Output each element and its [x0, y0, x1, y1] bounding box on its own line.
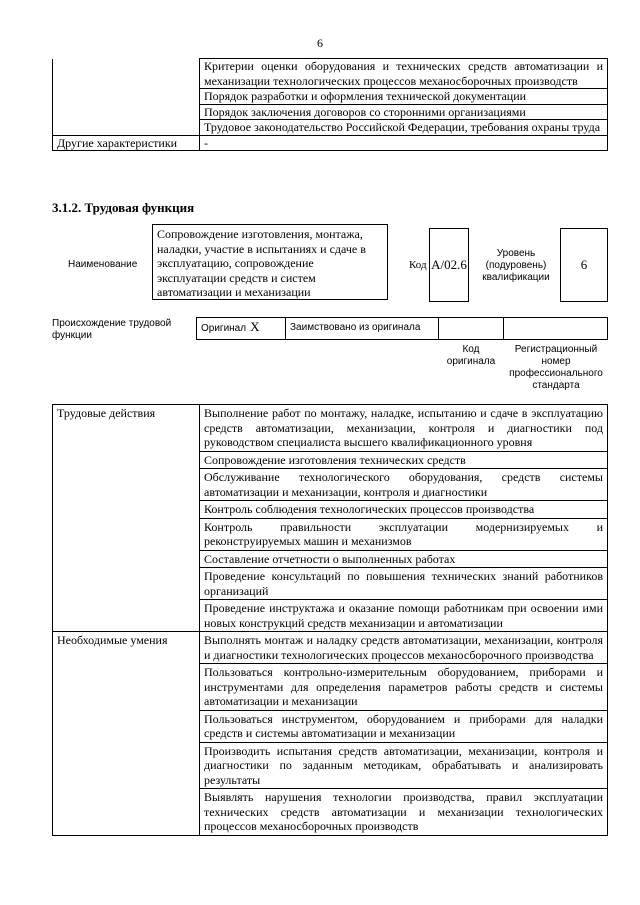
- table-row: [53, 600, 608, 632]
- skills-label: Необходимые умения: [53, 632, 200, 664]
- table-row: [53, 632, 608, 664]
- table-row: [53, 451, 608, 469]
- table-row: [53, 59, 608, 89]
- origin-reg-cell: [504, 318, 608, 340]
- table-row: [53, 104, 608, 120]
- main-table: [52, 404, 608, 836]
- borrowed-label: Заимствовано из оригинала: [286, 318, 439, 340]
- qualification-level: 6: [560, 228, 608, 302]
- row-text: Порядок разработки и оформления технической документации: [200, 89, 608, 105]
- table-row: [53, 550, 608, 568]
- table-row: [53, 664, 608, 711]
- skill-item: Пользоваться инструментом, оборудованием и приборами для наладки средств и системы автоматизации и механизации: [200, 710, 608, 742]
- page-number: 6: [317, 36, 323, 50]
- table-row: [53, 469, 608, 501]
- function-code: А/02.6: [429, 228, 469, 302]
- origin-original-cell: [197, 318, 286, 340]
- other-characteristics-value: -: [200, 135, 608, 151]
- labor-action-item: Сопровождение изготовления технических средств: [200, 451, 608, 469]
- table-row: [53, 405, 608, 452]
- table-row: [53, 742, 608, 789]
- labor-action-item: Обслуживание технологического оборудования, средств системы автоматизации и механизации, контроля и диагностики: [200, 469, 608, 501]
- code-original-caption: Код оригинала: [446, 344, 496, 367]
- labor-action-item: Составление отчетности о выполненных работах: [200, 550, 608, 568]
- section-title: 3.1.2. Трудовая функция: [52, 200, 195, 215]
- table-row: [53, 710, 608, 742]
- row-text: Порядок заключения договоров со сторонними организациями: [200, 104, 608, 120]
- original-mark: X: [250, 319, 260, 335]
- labor-actions-label: Трудовые действия: [53, 405, 200, 452]
- top-table: [52, 58, 608, 151]
- labor-action-item: Проведение консультаций по повышения технических знаний работников организаций: [200, 568, 608, 600]
- other-characteristics-label: Другие характеристики: [53, 135, 200, 151]
- skill-item: Производить испытания средств автоматизации, механизации, контроля и диагностики по заданным методикам, обрабатывать и анализировать результаты: [200, 742, 608, 789]
- original-label: Оригинал: [201, 323, 247, 335]
- skill-item: Пользоваться контрольно-измерительным оборудованием, приборами и инструментами для определения параметров работы средств и системы автоматизации и механизации: [200, 664, 608, 711]
- skill-item: Выявлять нарушения технологии производства, правил эксплуатации технических средств автоматизации и механизации технологических процессов механосборочных производств: [200, 789, 608, 836]
- table-row: [53, 89, 608, 105]
- row-label: [53, 89, 200, 105]
- row-label: [53, 104, 200, 120]
- name-label: Наименование: [68, 259, 138, 270]
- code-label: Код: [409, 259, 427, 271]
- table-row: [53, 518, 608, 550]
- row-label: [53, 120, 200, 136]
- row-label: [53, 59, 200, 89]
- labor-action-item: Выполнение работ по монтажу, наладке, испытанию и сдаче в эксплуатацию средств автоматизации, механизации, контроля и диагностики под руководством специалиста высшего квалификационного уровня: [200, 405, 608, 452]
- function-name: Сопровождение изготовления, монтажа, наладки, участие в испытаниях и сдаче в эксплуатацию, сопровождение эксплуатации средств и систем автоматизации и механизации: [152, 224, 388, 300]
- origin-code-cell: [439, 318, 504, 340]
- row-text: Трудовое законодательство Российской Федерации, требования охраны труда: [200, 120, 608, 136]
- table-row: [53, 135, 608, 151]
- row-text: Критерии оценки оборудования и технических средств автоматизации и механизации технологических процессов механосборочных производств: [200, 59, 608, 89]
- labor-action-item: Проведение инструктажа и оказание помощи работникам при освоении ими новых конструкций средств механизации и автоматизации: [200, 600, 608, 632]
- table-row: [53, 120, 608, 136]
- table-row: [53, 501, 608, 519]
- level-label: Уровень (подуровень) квалификации: [482, 248, 550, 283]
- skill-item: Выполнять монтаж и наладку средств автоматизации, механизации, контроля и диагностики технологических процессов механосборочного производства: [200, 632, 608, 664]
- origin-table: [196, 317, 608, 340]
- reg-number-caption: Регистрационный номер профессионального стандарта: [509, 344, 603, 391]
- labor-action-item: Контроль соблюдения технологических процессов производства: [200, 501, 608, 519]
- labor-action-item: Контроль правильности эксплуатации модернизируемых и реконструируемых машин и механизмов: [200, 518, 608, 550]
- origin-label: Происхождение трудовой функции: [52, 318, 172, 341]
- table-row: [53, 789, 608, 836]
- table-row: [53, 568, 608, 600]
